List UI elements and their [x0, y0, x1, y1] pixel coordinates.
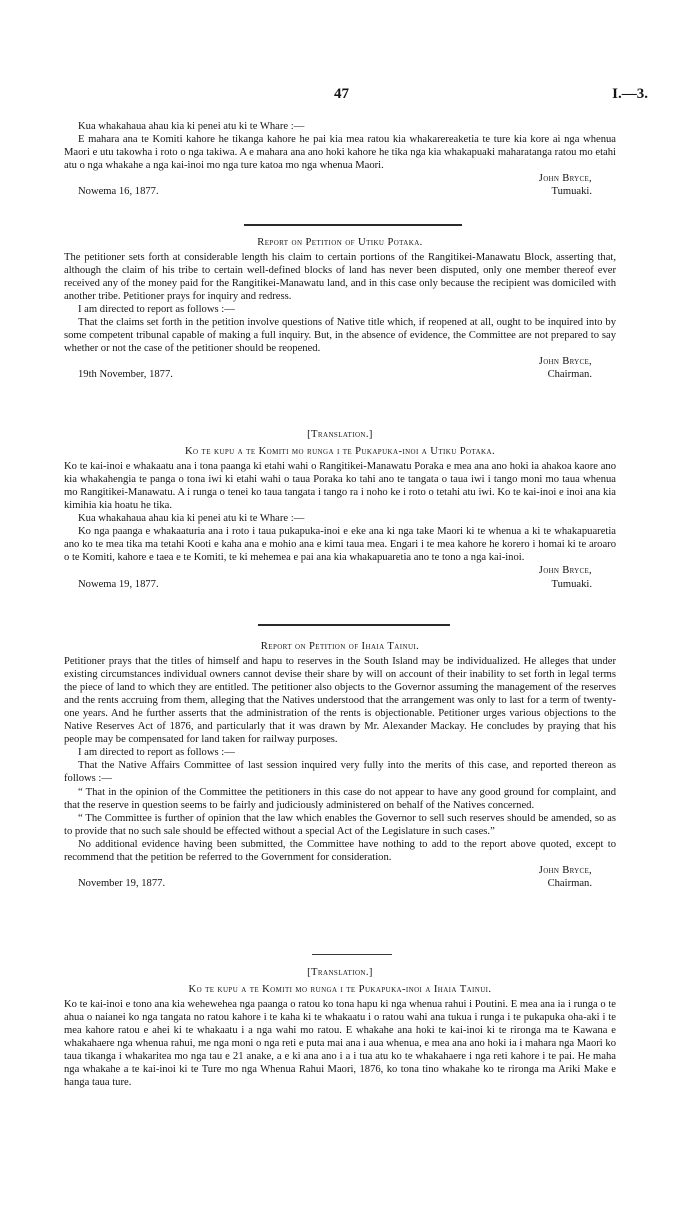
section-translation-utiku-potaka: [64, 428, 616, 591]
paragraph: The petitioner sets forth at considerable length his claim to certain portions of the Rangitikei-Manawatu Block, asserting that, although the claim of his tribe to certain well-defined blocks of land has never been disputed, only one member thereof ever received any of the money paid for the Rangitikei-Manawatu land, and in this case only because the recipient was domiciled with another tribe. Petitioner prays for inquiry and redress.: [64, 252, 616, 303]
date: Nowema 19, 1877.: [78, 578, 159, 590]
paragraph: That the Native Affairs Committee of last session inquired very fully into the merits of this case, and reported thereon as follows :—: [64, 760, 616, 785]
section-divider: [258, 624, 450, 626]
section-divider: [244, 224, 462, 226]
paragraph: Kua whakahaua ahau kia ki penei atu ki te Whare :—: [78, 121, 305, 132]
section-heading: Ko te kupu a te Komiti mo runga i te Pukapuka-inoi a Ihaia Tainui.: [188, 984, 492, 996]
date: Nowema 16, 1877.: [78, 186, 159, 198]
paragraph: Ko nga paanga e whakaaturia ana i roto i taua pukapuka-inoi e eke ana ki nga take Maori ki te whenua a ki te whakapuaretia ano ko te mea tika ma tetahi Kooti e kaha ana e mohio ana e kimi taua mea. Engari i te mea kahore he korero i homai ki te aroaro o te Komiti, kahore e taea e te Komiti, te ki mehemea e pai ana kia whakapuaretia ano te tono a nga kai-inoi.: [64, 526, 616, 564]
dateline: [64, 185, 616, 198]
dateline: [64, 877, 616, 890]
section-report-ihaia-tainui: [64, 640, 616, 890]
paragraph: “ The Committee is further of opinion that the law which enables the Governor to sell such reserves should be amended, so as to provide that no such sale should be effected without a special Act of the Legislature in such cases.”: [64, 812, 616, 837]
signatory-role: Tumuaki.: [551, 186, 592, 198]
signatory-role: Chairman.: [547, 877, 592, 889]
dateline: [64, 578, 616, 591]
section-divider: [312, 954, 392, 955]
section-heading: Report on Petition of Ihaia Tainui.: [260, 641, 420, 652]
signatory-role: Chairman.: [547, 369, 592, 381]
paragraph: Ko te kai-inoi e whakaatu ana i tona paanga ki etahi wahi o Rangitikei-Manawatu Poraka e mea ana ano hoki ia ahakoa kaore ano kia whakahengia te panga o tona iwi ki etahi wahi o taua Poraka ko tahi ano te tangata o taua iwi i tango moni mo taua whenua mo Rangitikei-Manawatu. A i runga o tenei ko taua tangata i tango ra i noho ke i roto o tetahi atu iwi. Ko te kai-inoi e inoi ana kia kimihia kia hoatu he tika.: [64, 461, 616, 512]
section-maori-report-1: [64, 120, 616, 198]
signature: John Bryce,: [538, 864, 592, 876]
dateline: [64, 368, 616, 381]
section-translation-ihaia-tainui: [64, 966, 616, 1089]
section-report-utiku-potaka: [64, 236, 616, 381]
section-heading: Report on Petition of Utiku Potaka.: [257, 237, 423, 248]
date: 19th November, 1877.: [78, 369, 173, 381]
signatory-role: Tumuaki.: [551, 578, 592, 590]
signature: John Bryce,: [538, 356, 592, 368]
paragraph: E mahara ana te Komiti kahore he tikanga kahore he pai kia mea ratou kia whakarereaketia te ture kia kore ai nga whenua Maori e utu takowha i roto o nga takiwa. A e mahara ana ano hoki kahore he tika nga kia whakapuaki maharatanga ratou mo etahi atu o nga whakahe a nga kai-inoi mo nga ture katoa mo nga whenua Maori.: [64, 134, 616, 172]
paragraph: No additional evidence having been submitted, the Committee have nothing to add to the report above quoted, except to recommend that the petition be referred to the Government for consideration.: [64, 838, 616, 863]
signature: John Bryce,: [538, 565, 592, 577]
paragraph: That the claims set forth in the petition involve questions of Native title which, if reopened at all, ought to be inquired into by some competent tribunal capable of making a full inquiry. But, in the absence of evidence, the Committee are not prepared to say whether or not the case of the petitioner should be reopened.: [64, 317, 616, 355]
section-heading: Ko te kupu a te Komiti mo runga i te Pukapuka-inoi a Utiku Potaka.: [185, 446, 495, 458]
page-number: 47: [334, 86, 349, 102]
date: November 19, 1877.: [78, 877, 166, 889]
paragraph: Kua whakahaua ahau kia ki penei atu ki te Whare :—: [78, 513, 305, 525]
signature: John Bryce,: [538, 173, 592, 185]
page-header: [0, 88, 700, 108]
document-reference: I.—3.: [612, 86, 648, 102]
paragraph: Ko te kai-inoi e tono ana kia wehewehea nga paanga o ratou ko tona hapu ki nga whenua rahui i Poutini. E mea ana ia i runga o te ahua o naianei ko nga tangata no ratou kahore i te kaha ki te whakaatu i o ratou wahi ana tukua i runga i te pukapuka oha-aki i te mea kahore ratou e ahei ki te whakaatu i a nga wahi mo ratou. E whakahe ana hoki te kai-inoi ki te rironga ma te Kawana e whakahaere nga whenua rahui, me nga moni o nga reti e puta mai ana i aua whenua, e mea ana ano hoki ia i mahara nga Maori ko taua tikanga i whakaritea mo nga tau e 21 anake, a e ki ana ano i a i tua atu ko te whakahaere i nga reti kahore i te pai. He maha nga whakahe a te kai-inoi ki te Ture mo nga Whenua Rahui Maori, 1876, ko tona tino whakahe ko te rironga ma Ariki Make e hanga taua ture.: [64, 999, 616, 1089]
paragraph: I am directed to report as follows :—: [78, 304, 235, 316]
paragraph: “ That in the opinion of the Committee the petitioners in this case do not appear to have any good ground for complaint, and that the reserve in question seems to be fairly and judiciously administered on behalf of the Natives concerned.: [64, 786, 616, 811]
translation-label: [Translation.]: [307, 429, 373, 440]
paragraph: Petitioner prays that the titles of himself and hapu to reserves in the South Island may be individualized. He alleges that under existing circumstances individual owners cannot devise their share by will on account of their inability to set forth in legal terms the piece of land to which they are entitled. The petitioner also objects to the Governor assuming the management of the reserves and the rents accruing from them, alleging that the Natives understood that the arrangement was only to last for a term of twenty-one years. And he further asserts that the administration of the rents is objectionable. Petitioner urges various objections to the Native Reserves Act of 1876, and particularly that it was drawn by Mr. Alexander Mackay. He concludes by praying that his people may be compensated for land taken for railway purposes.: [64, 656, 616, 746]
translation-label: [Translation.]: [307, 967, 373, 978]
paragraph: I am directed to report as follows :—: [78, 747, 235, 759]
